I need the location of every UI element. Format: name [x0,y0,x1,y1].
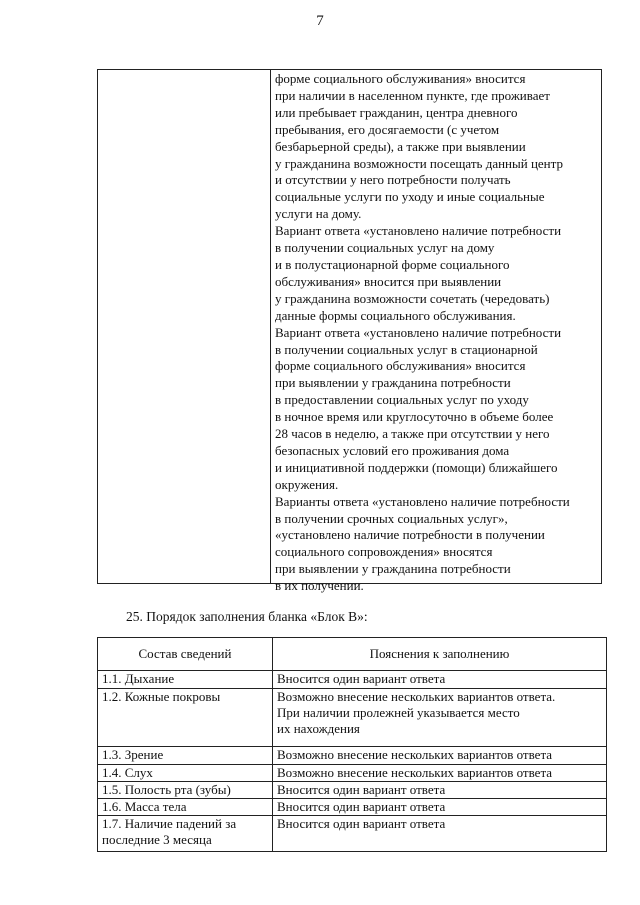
field-name: 1.6. Масса тела [102,799,187,814]
field-name: последние 3 месяца [102,832,212,847]
text-line: услуги на дому. [275,206,362,222]
field-name: 1.7. Наличие падений за [102,816,237,831]
text-line: форме социального обслуживания» вносится [275,358,526,374]
text-line: Вариант ответа «установлено наличие потребности [275,223,562,239]
text-line: окружения. [275,476,339,492]
table-row [98,799,607,816]
text-line: Варианты ответа «установлено наличие потребности [275,493,570,509]
instruction-cell [273,799,607,816]
column-divider [270,70,271,583]
continuation-table [97,69,602,594]
text-line: и инициативной поддержки (помощи) ближайшего [275,459,558,475]
field-name: 1.5. Полость рта (зубы) [102,782,231,797]
instruction-cell [273,747,607,765]
text-line: в получении социальных услуг на дому [275,240,495,256]
table-row [98,765,607,782]
header-fields: Состав сведений [98,638,273,671]
instruction-cell [273,671,607,689]
instruction-text: При наличии пролежней указывается место [277,705,520,720]
text-line: форме социального обслуживания» вносится [275,71,526,86]
instruction-cell [273,689,607,747]
block-v-table [97,637,607,852]
table-row [98,747,607,765]
text-line: безопасных условий его проживания дома [275,442,510,458]
field-name: 1.1. Дыхание [102,671,175,686]
section-heading: 25. Порядок заполнения бланка «Блок В»: [126,609,368,624]
text-line: при наличии в населенном пункте, где проживает [275,87,550,103]
instruction-text: их нахождения [277,721,360,736]
text-line: в предоставлении социальных услуг по уходу [275,392,529,408]
field-cell [98,799,273,816]
instruction-text: Возможно внесение нескольких вариантов ответа [277,747,553,762]
text-line: в ночное время или круглосуточно в объеме более [275,409,554,425]
instruction-text: Вносится один вариант ответа [277,816,446,831]
text-line: при выявлении у гражданина потребности [275,375,511,391]
field-name: 1.3. Зрение [102,747,164,762]
table-row [98,816,607,852]
field-cell [98,747,273,765]
text-line: Вариант ответа «установлено наличие потребности [275,324,562,340]
instruction-text: Вносится один вариант ответа [277,799,446,814]
text-line: 28 часов в неделю, а также при отсутствии у него [275,426,550,442]
page-number: 7 [316,13,324,29]
text-line: в получении срочных социальных услуг», [275,510,508,526]
text-line: и в полустационарной форме социального [275,256,510,272]
field-cell [98,816,273,852]
text-line: и отсутствии у него потребности получать [275,172,511,188]
field-cell [98,765,273,782]
instruction-text: Вносится один вариант ответа [277,671,446,686]
header-instructions: Пояснения к заполнению [273,638,607,671]
text-line: «установлено наличие потребности в получении [275,527,545,543]
text-line: при выявлении у гражданина потребности [275,561,511,577]
field-cell [98,689,273,747]
instruction-cell [273,816,607,852]
table-header-row [98,638,607,671]
text-line: пребывания, его досягаемости (с учетом [275,121,500,137]
instruction-cell [273,782,607,799]
table-row [98,671,607,689]
instruction-cell [273,765,607,782]
text-line: в их получении. [275,578,364,594]
table-row [98,782,607,799]
table-row [98,689,607,747]
text-line: или пребывает гражданин, центра дневного [275,104,518,120]
text-line: у гражданина возможности сочетать (чередовать) [275,290,550,306]
text-line: обслуживания» вносится при выявлении [275,273,502,289]
field-name: 1.2. Кожные покровы [102,689,221,704]
text-line: социального сопровождения» вносятся [275,544,493,560]
text-line: социальные услуги по уходу и иные социальные [275,189,545,205]
instruction-text: Возможно внесение нескольких вариантов ответа [277,765,553,780]
continuation-text [275,71,599,595]
text-line: безбарьерной среды), а также при выявлении [275,138,526,154]
field-name: 1.4. Слух [102,765,153,780]
instruction-text: Возможно внесение нескольких вариантов ответа. [277,689,556,704]
field-cell [98,782,273,799]
field-cell [98,671,273,689]
text-line: данные формы социального обслуживания. [275,307,516,323]
text-line: у гражданина возможности посещать данный центр [275,155,563,171]
instruction-text: Вносится один вариант ответа [277,782,446,797]
text-line: в получении социальных услуг в стационарной [275,341,538,357]
